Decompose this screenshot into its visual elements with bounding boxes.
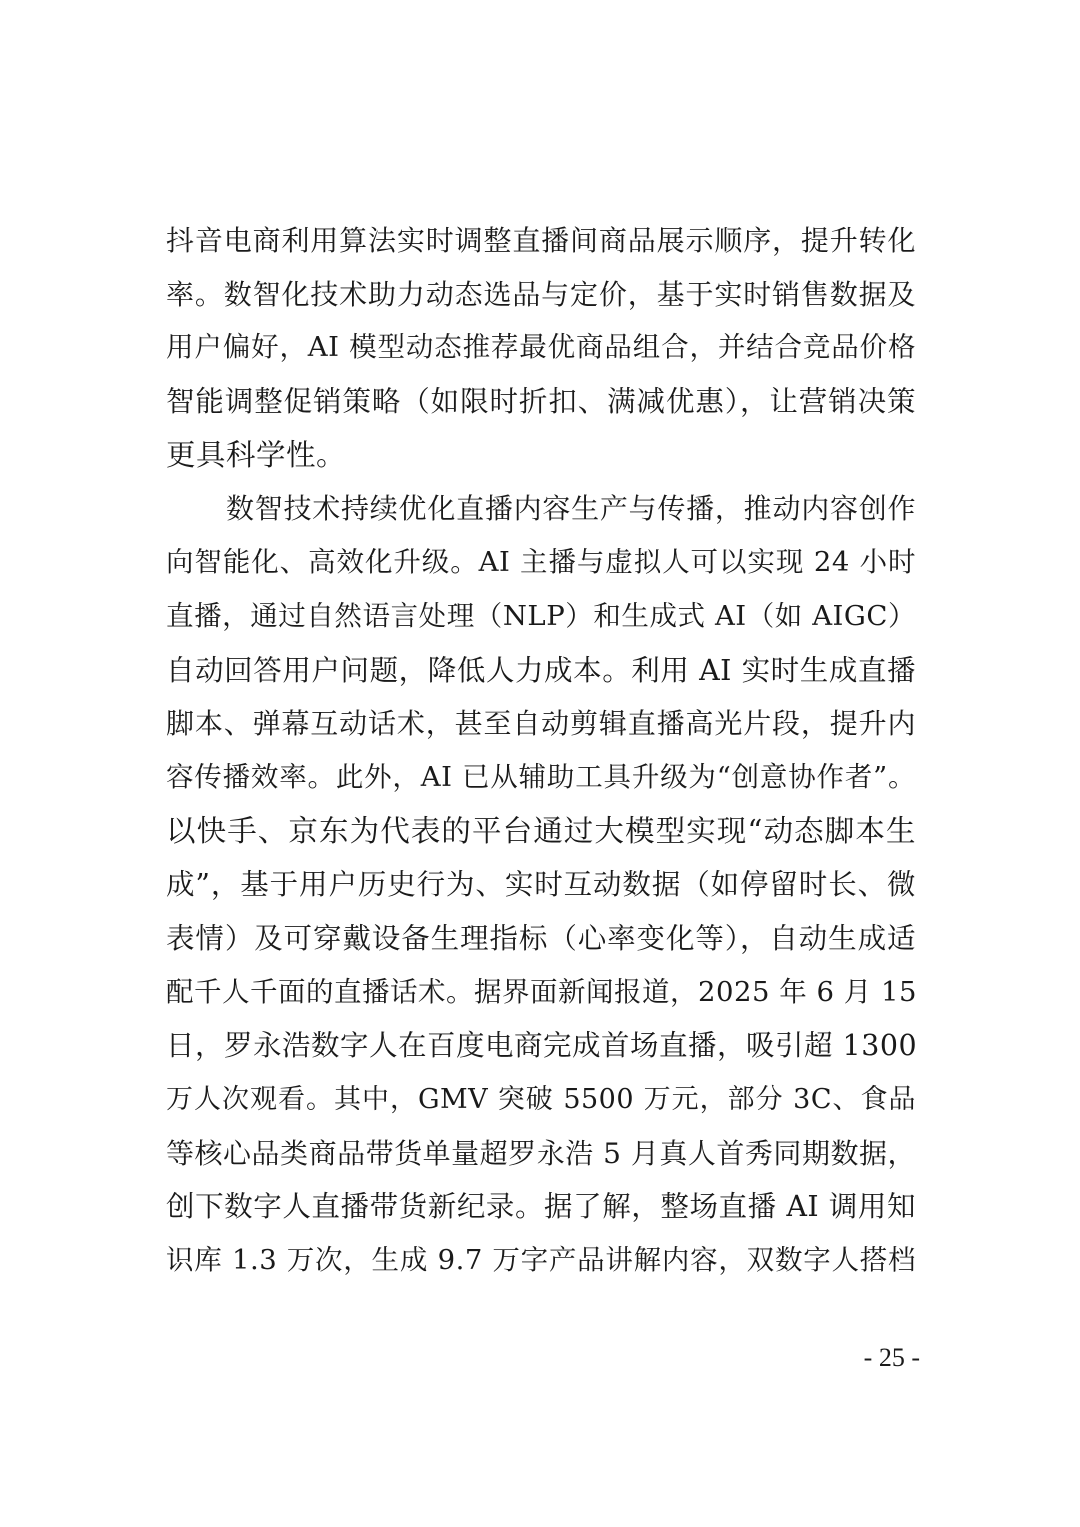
page-number: - 25 - xyxy=(863,1343,920,1372)
text-line: 智能调整促销策略（如限时折扣、满减优惠），让营销决策 xyxy=(166,385,916,419)
text-line: 识库 1.3 万次，生成 9.7 万字产品讲解内容，双数字人搭档 xyxy=(166,1244,916,1277)
text-line: 创下数字人直播带货新纪录。据了解，整场直播 AI 调用知 xyxy=(166,1190,916,1224)
text-line: 率。数智化技术助力动态选品与定价，基于实时销售数据及 xyxy=(166,277,916,311)
text-line: 自动回答用户问题，降低人力成本。利用 AI 实时生成直播 xyxy=(166,653,916,687)
text-line: 更具科学性。 xyxy=(166,437,347,472)
text-line: 万人次观看。其中，GMV 突破 5500 万元，部分 3C、食品 xyxy=(166,1084,916,1115)
paragraph-first-line: 数智技术持续优化直播内容生产与传播，推动内容创作 xyxy=(226,492,916,526)
text-line: 等核心品类商品带货单量超罗永浩 5 月真人首秀同期数据， xyxy=(166,1136,916,1170)
text-line: 表情）及可穿戴设备生理指标（心率变化等），自动生成适 xyxy=(166,921,916,955)
text-line: 直播，通过自然语言处理（NLP）和生成式 AI（如 AIGC） xyxy=(166,599,916,632)
text-line: 向智能化、高效化升级。AI 主播与虚拟人可以实现 24 小时 xyxy=(166,546,916,579)
text-line: 以快手、京东为代表的平台通过大模型实现“动态脚本生 xyxy=(166,813,916,848)
text-line: 用户偏好，AI 模型动态推荐最优商品组合，并结合竞品价格 xyxy=(166,331,916,364)
text-line: 日，罗永浩数字人在百度电商完成首场直播，吸引超 1300 xyxy=(166,1029,918,1063)
text-line: 容传播效率。此外，AI 已从辅助工具升级为“创意协作者”。 xyxy=(166,760,916,793)
text-line: 配千人千面的直播话术。据界面新闻报道，2025 年 6 月 15 xyxy=(166,975,917,1008)
body-text xyxy=(166,214,916,1341)
text-line xyxy=(166,1288,916,1342)
text-line: 成”，基于用户历史行为、实时互动数据（如停留时长、微 xyxy=(166,868,916,902)
text-line: 抖音电商利用算法实时调整直播间商品展示顺序，提升转化 xyxy=(166,224,916,257)
text-line: 脚本、弹幕互动话术，甚至自动剪辑直播高光片段，提升内 xyxy=(166,707,916,741)
